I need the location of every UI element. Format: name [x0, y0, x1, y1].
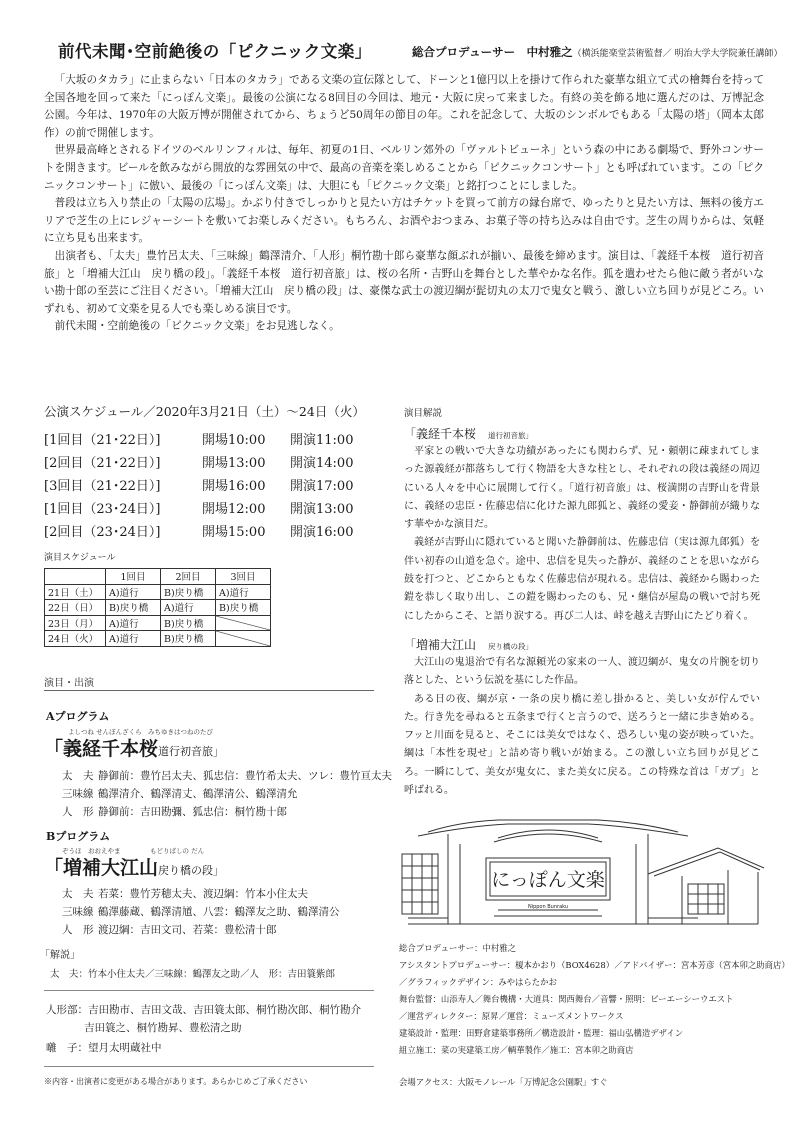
- intro-paragraph: 「大坂のタカラ」に止まらない「日本のタカラ」である文楽の宣伝隊として、ドーンと1億円以上を掛けて作られた豪華な組立て式の檜舞台を持って全国各地を回って来た「にっぽん文楽」。最後の公演になる8回目の今回は、地元・大阪に戻って来ました。有終の美を飾る地に選んだのは、万博記念公園。今年は、1970年の大阪万博が開催されてから、ちょうど50周年の節目の年。これを記念して、大坂のシンボルでもある「太陽の塔」（岡本太郎作）の前で開催します。: [44, 74, 764, 139]
- intro-paragraph: 世界最高峰とされるドイツのベルリンフィルは、毎年、初夏の1日、ベルリン郊外の「ヴァルトビューネ」という森の中にある劇場で、野外コンサートを開きます。ビールを飲みながら開放的な雰囲気の中で、最高の音楽を楽しめることから「ピクニックコンサート」とも呼ばれています。この「ピクニックコンサート」に倣い、最後の「にっぽん文楽」は、大胆にも「ピクニック文楽」と銘打つことにしました。: [44, 144, 764, 192]
- credit-line: 組立施工：菜の実建築工房／輌華製作／施工：宮本卯之助商店: [399, 1045, 634, 1055]
- stage-sign-roman: Nippon Bunraku: [527, 904, 569, 910]
- credit-line: ／運営ディレクター：原昇／運営：ミューズメントワークス: [399, 1011, 624, 1021]
- commentary-label: 「解説」: [40, 950, 80, 961]
- divider: [44, 1066, 374, 1067]
- schedule-row: [2回目（21･22日）] 開場13:00 開演14:00: [44, 456, 354, 471]
- explanation-heading: 演目解説: [404, 408, 443, 419]
- table-row: 23日（月） A)道行 B)戻り橋: [45, 615, 271, 631]
- page-title: 前代未聞･空前絶後の「ピクニック文楽」: [58, 42, 372, 61]
- venue-access: 会場アクセス：大阪モノレール「万博記念公園駅」すぐ: [399, 1077, 608, 1087]
- ruby-text: みちゆきはつねのたび: [148, 728, 213, 736]
- table-row: 22日（日） B)戻り橋 A)道行 B)戻り橋: [45, 600, 271, 616]
- producer-name: 中村雅之: [526, 45, 573, 59]
- ruby-text: もどりばしの だん: [150, 847, 205, 855]
- credit-line: ／グラフィックデザイン：みやはらたかお: [399, 977, 557, 987]
- cast-line: 太 夫 静御前：豊竹呂太夫、狐忠信：豊竹希太夫、ツレ：豊竹亘太夫: [62, 770, 392, 782]
- explanation-b-title: 「増補大江山 戻り橋の段」: [404, 638, 534, 652]
- schedule-row: [1回目（21･22日）] 開場10:00 開演11:00: [44, 433, 354, 448]
- intro-paragraph: 普段は立ち入り禁止の「太陽の広場」。かぶり付きでしっかりと見たい方はチケットを買って前方の縁台席で、ゆったりと見たい方は、無料の後方エリアで芝生の上にレジャーシートを敷いてお楽しみください。もちろん、お酒やおつまみ、お菓子等の持ち込みは自由です。芝生の周りからは、気軽に立ち見も出来ます。: [44, 197, 764, 245]
- program-b-label: Bプログラム: [46, 830, 111, 843]
- table-header-row: 1回目 2回目 3回目: [45, 569, 271, 585]
- intro-text: [44, 72, 764, 336]
- credit-line: アシスタントプロデューサー：榎本かおり（BOX4628）／アドバイザー：宮本芳彦（宮本卯之助商店）: [399, 960, 790, 970]
- table-row: 21日（土） A)道行 B)戻り橋 A)道行: [45, 584, 271, 600]
- intro-paragraph: 出演者も、「太夫」豊竹呂太夫、「三味線」鶴澤清介、「人形」桐竹勘十郎ら豪華な顔ぶれが揃い、最後を締めます。演目は、「義経千本桜 道行初音旅」と「増補大江山 戻り橋の段」。「義経千本桜 道行初音旅」は、桜の名所・吉野山を舞台とした華やかな名作。狐を遣わせたら他に敵う者がいない勘十郎の至芸にご注目ください。「増補大江山 戻り橋の段」は、豪傑な武士の渡辺綱が髭切丸の太刀で鬼女と戦う、激しい立ち回りが見どころ。いずれも、初めて文楽を見る人でも楽しめる演目です。: [44, 249, 764, 315]
- stage-building-illustration: [398, 814, 768, 934]
- cast-line: 三味線 鶴澤清介、鶴澤清丈、鶴澤清公、鶴澤清允: [62, 788, 298, 800]
- schedule-row: [1回目（23･24日）] 開場12:00 開演13:00: [44, 502, 354, 517]
- cast-line: 三味線 鶴澤藤蔵、鶴澤清馗、八雲：鶴澤友之助、鶴澤清公: [62, 906, 340, 918]
- producer-label: 総合プロデューサー: [412, 45, 516, 59]
- footnote: ※内容・出演者に変更がある場合があります。あらかじめご了承ください: [44, 1077, 308, 1086]
- producer-affiliation: （横浜能楽堂芸術監督／ 明治大学大学院兼任講師）: [572, 49, 783, 59]
- explanation-b-body: 大江山の鬼退治で有名な源頼光の家来の一人、渡辺綱が、鬼女の片腕を切り落とした、という伝説を基にした作品。 ある日の夜、綱が京・一条の戻り橋に差し掛かると、美しい女が佇んでいた。行き先を尋ねると五条まで行くと言うので、送ろうと一緒に歩き始める。フッと川面を見ると、そこには美女ではなく、恐ろしい鬼の姿が映っていた。綱は「本性を現せ」と詰め寄り戦いが始まる。この激しい立ち回りが見どころ。一瞬にして、美女が鬼女に、また美女に戻る。この特殊な首は「ガブ」と呼ばれる。: [404, 657, 760, 797]
- divider: [44, 990, 374, 991]
- ruby-text: ぞうほ おおえやま: [62, 847, 121, 855]
- puppeteers-line: 吉田簑之、桐竹勘昇、豊松清之助: [84, 1022, 242, 1034]
- empty-cell: [216, 631, 271, 647]
- divider: [44, 690, 374, 691]
- puppeteers-line: 人形部：吉田勘市、吉田文哉、吉田簑太郎、桐竹勘次郎、桐竹勘介: [46, 1004, 361, 1016]
- schedule-row: [3回目（21･22日）] 開場16:00 開演17:00: [44, 479, 354, 494]
- schedule-row: [2回目（23･24日）] 開場15:00 開演16:00: [44, 525, 354, 540]
- program-b-title: 「増補大江山戻り橋の段」: [44, 857, 225, 879]
- cast-heading: 演目・出演: [44, 678, 94, 689]
- producer-credit: [412, 44, 783, 60]
- credit-line: 建築設計・監理：田野倉建築事務所／構造設計・監理：福山弘構造デザイン: [399, 1028, 684, 1038]
- credit-line: 舞台監督：山添寿人／舞台機構・大道具：関西舞台／音響・照明：ビーエーシーウエスト: [399, 994, 734, 1004]
- program-schedule-table: [44, 568, 271, 647]
- program-schedule-title: 演目スケジュール: [44, 553, 116, 563]
- ruby-text: よしつね せんぼんざくら: [68, 728, 142, 736]
- explanation-a-title: 「義経千本桜 道行初音旅」: [404, 427, 534, 441]
- empty-cell: [216, 615, 271, 631]
- program-a-title: 「義経千本桜道行初音旅」: [44, 738, 225, 760]
- table-row: 24日（火） A)道行 B)戻り橋: [45, 631, 271, 647]
- explanation-a-body: 平家との戦いで大きな功績があったにも関わらず、兄・頼朝に疎まれてしまった源義経が都落ちして行く物語を大きな柱とし、それぞれの段は義経の周辺にいる人々を中心に展開して行く。「道行初音旅」は、桜満開の吉野山を背景に、義経の忠臣・佐藤忠信に化けた源九郎狐と、義経の愛妾・静御前が織りなす華やかな演目だ。 義経が吉野山に隠れていると聞いた静御前は、佐藤忠信（実は源九郎狐）を伴い初春の山道を急ぐ。途中、忠信を見失った静が、義経のことを思いながら鼓を打つと、どこからともなく佐藤忠信が現れる。忠信は、義経から賜わった鎧を恭しく取り出し、この鎧を賜わったのも、兄・継信が屋島の戦いで討ち死にしたからこそ、と語り涙する。再び二人は、峠を越え吉野山にたどり着く。: [404, 446, 760, 622]
- cast-line: 人 形 静御前：吉田勘彌、狐忠信：桐竹勘十郎: [62, 806, 287, 818]
- hayashi-line: 囃 子：望月太明蔵社中: [46, 1042, 162, 1054]
- intro-paragraph: 前代未聞・空前絶後の「ピクニック文楽」をお見逃しなく。: [54, 320, 340, 333]
- cast-line: 人 形 渡辺綱：吉田文司、若菜：豊松清十郎: [62, 924, 277, 936]
- credit-line: 総合プロデューサー：中村雅之: [399, 943, 516, 953]
- stage-sign-text: にっぽん文楽: [491, 869, 605, 891]
- commentary-cast: 太 夫：竹本小住太夫／三味線：鶴澤友之助／人 形：吉田簑紫郎: [50, 969, 336, 980]
- schedule-heading: 公演スケジュール／2020年3月21日（土）～24日（火）: [44, 404, 365, 419]
- program-a-label: Aプログラム: [46, 710, 110, 723]
- cast-line: 太 夫 若菜：豊竹芳穂太夫、渡辺綱：竹本小住太夫: [62, 888, 308, 900]
